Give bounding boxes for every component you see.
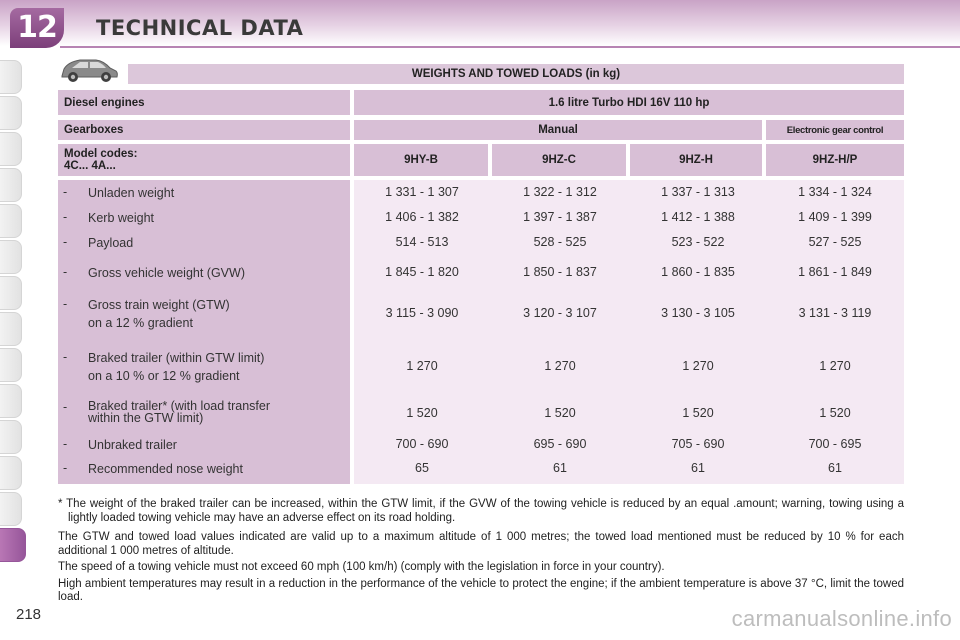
row-value: 1 322 - 1 312: [523, 185, 597, 199]
row-value: 523 - 522: [671, 235, 725, 249]
notes: [58, 498, 904, 608]
footnote: * The weight of the braked trailer can be increased, within the GTW limit, if the GVW of the towing vehicle is reduced by an equal .amount; warning, towing using a lightly loaded towing vehicle may have an adverse effect on its road holding.: [58, 498, 904, 524]
table-row: [58, 296, 904, 332]
model-code: 9HZ-H: [630, 144, 762, 176]
note-paragraph: The speed of a towing vehicle must not exceed 60 mph (100 km/h) (comply with the legislation in force in your country).: [58, 561, 665, 573]
row-value: 1 412 - 1 388: [661, 210, 735, 224]
chapter-tab[interactable]: [0, 168, 22, 202]
row-value: 1 406 - 1 382: [385, 210, 459, 224]
row-label: Gross vehicle weight (GVW): [88, 266, 245, 280]
row-value: 1 270: [682, 359, 714, 373]
row-value: 1 520: [819, 406, 851, 420]
row-label-sub: on a 10 % or 12 % gradient: [88, 369, 240, 383]
model-codes-label-line1: Model codes:: [64, 148, 138, 160]
table-row: [58, 460, 904, 478]
row-value: 1 397 - 1 387: [523, 210, 597, 224]
row-value: 1 337 - 1 313: [661, 185, 735, 199]
chapter-tab[interactable]: [0, 420, 22, 454]
row-value: 1 850 - 1 837: [523, 265, 597, 279]
row-label: Kerb weight: [88, 211, 155, 225]
table-row: [58, 349, 904, 385]
row-label: Unladen weight: [88, 186, 175, 200]
row-dash: -: [63, 210, 68, 224]
table-title: WEIGHTS AND TOWED LOADS (in kg): [128, 64, 904, 84]
row-value: 1 409 - 1 399: [798, 210, 872, 224]
chapter-tab-active[interactable]: [0, 528, 26, 562]
row-dash: -: [63, 185, 68, 199]
chapter-tab[interactable]: [0, 312, 22, 346]
car-icon: [58, 56, 120, 84]
gearbox-manual: Manual: [354, 120, 762, 140]
row-label: Recommended nose weight: [88, 462, 243, 476]
row-value: 1 520: [682, 406, 714, 420]
chapter-tab[interactable]: [0, 384, 22, 418]
table-row: [58, 184, 904, 202]
row-value: 705 - 690: [671, 437, 725, 451]
row-label-sub: within the GTW limit): [88, 411, 204, 425]
row-value: 1 270: [819, 359, 851, 373]
model-code: 9HZ-C: [492, 144, 626, 176]
row-dash: -: [63, 350, 68, 364]
row-label-sub: on a 12 % gradient: [88, 316, 193, 330]
row-value: 1 845 - 1 820: [385, 265, 459, 279]
model-codes-label: [58, 144, 350, 176]
chapter-tab[interactable]: [0, 96, 22, 130]
row-value: 1 860 - 1 835: [661, 265, 735, 279]
chapter-tab[interactable]: [0, 348, 22, 382]
model-codes-label-line2: 4C... 4A...: [64, 160, 116, 172]
row-value: 700 - 690: [395, 437, 449, 451]
row-dash: -: [63, 400, 68, 414]
row-label: Braked trailer* (with load transfer: [88, 399, 271, 413]
chapter-tab[interactable]: [0, 60, 22, 94]
page-title: TECHNICAL DATA: [96, 16, 304, 40]
gearbox-row: [58, 120, 904, 140]
table-row: [58, 264, 904, 282]
row-value: 1 334 - 1 324: [798, 185, 872, 199]
chapter-tab[interactable]: [0, 204, 22, 238]
table-row: [58, 209, 904, 227]
row-dash: -: [63, 235, 68, 249]
row-value: 61: [553, 461, 567, 475]
row-dash: -: [63, 297, 68, 311]
row-value: 61: [691, 461, 705, 475]
model-code: 9HY-B: [354, 144, 488, 176]
row-dash: -: [63, 437, 68, 451]
chapter-tab[interactable]: [0, 492, 22, 526]
table-row: [58, 400, 904, 430]
chapter-number-badge: 12: [10, 8, 64, 48]
table-row: [58, 234, 904, 252]
row-value: 1 270: [406, 359, 438, 373]
row-value: 700 - 695: [808, 437, 862, 451]
row-label: Gross train weight (GTW): [88, 298, 230, 312]
engine-value: 1.6 litre Turbo HDI 16V 110 hp: [354, 90, 904, 115]
table-body: [58, 180, 904, 484]
row-value: 514 - 513: [395, 235, 449, 249]
row-value: 3 131 - 3 119: [798, 306, 872, 320]
row-value: 1 331 - 1 307: [385, 185, 459, 199]
row-label: Unbraked trailer: [88, 438, 177, 452]
watermark: carmanualsonline.info: [731, 606, 952, 631]
chapter-tab[interactable]: [0, 276, 22, 310]
gearbox-electronic: Electronic gear control: [766, 120, 904, 140]
row-value: 1 861 - 1 849: [798, 265, 872, 279]
chapter-tab[interactable]: [0, 240, 22, 274]
row-value: 65: [415, 461, 429, 475]
table-row: [58, 436, 904, 454]
engine-row: [58, 90, 904, 115]
gearbox-label: Gearboxes: [58, 120, 350, 140]
model-code: 9HZ-H/P: [766, 144, 904, 176]
row-value: 527 - 525: [808, 235, 862, 249]
note-paragraph: The GTW and towed load values indicated are valid up to a maximum altitude of 1 000 metres; the towed load mentioned must be reduced by 10 % for each additional 1 000 metres of altitude.: [58, 531, 904, 557]
page-number: 218: [16, 606, 42, 623]
row-dash: -: [63, 461, 68, 475]
row-value: 61: [828, 461, 842, 475]
engine-label: Diesel engines: [58, 90, 350, 115]
row-value: 528 - 525: [533, 235, 587, 249]
row-value: 1 520: [406, 406, 438, 420]
row-value: 1 520: [544, 406, 576, 420]
row-value: 3 115 - 3 090: [385, 306, 459, 320]
chapter-tab[interactable]: [0, 456, 22, 490]
chapter-tabs: [0, 60, 24, 564]
note-paragraph: High ambient temperatures may result in a reduction in the performance of the vehicle to protect the engine; if the ambient temperature is above 37 °C, limit the towed load.: [58, 577, 904, 603]
row-value: 3 120 - 3 107: [523, 306, 597, 320]
row-label: Braked trailer (within GTW limit): [88, 351, 265, 365]
model-codes-row: [58, 144, 904, 176]
header-divider: [60, 46, 960, 48]
row-value: 1 270: [544, 359, 576, 373]
row-label: Payload: [88, 236, 134, 250]
row-dash: -: [63, 265, 68, 279]
chapter-tab[interactable]: [0, 132, 22, 166]
row-value: 695 - 690: [533, 437, 587, 451]
row-value: 3 130 - 3 105: [661, 306, 735, 320]
